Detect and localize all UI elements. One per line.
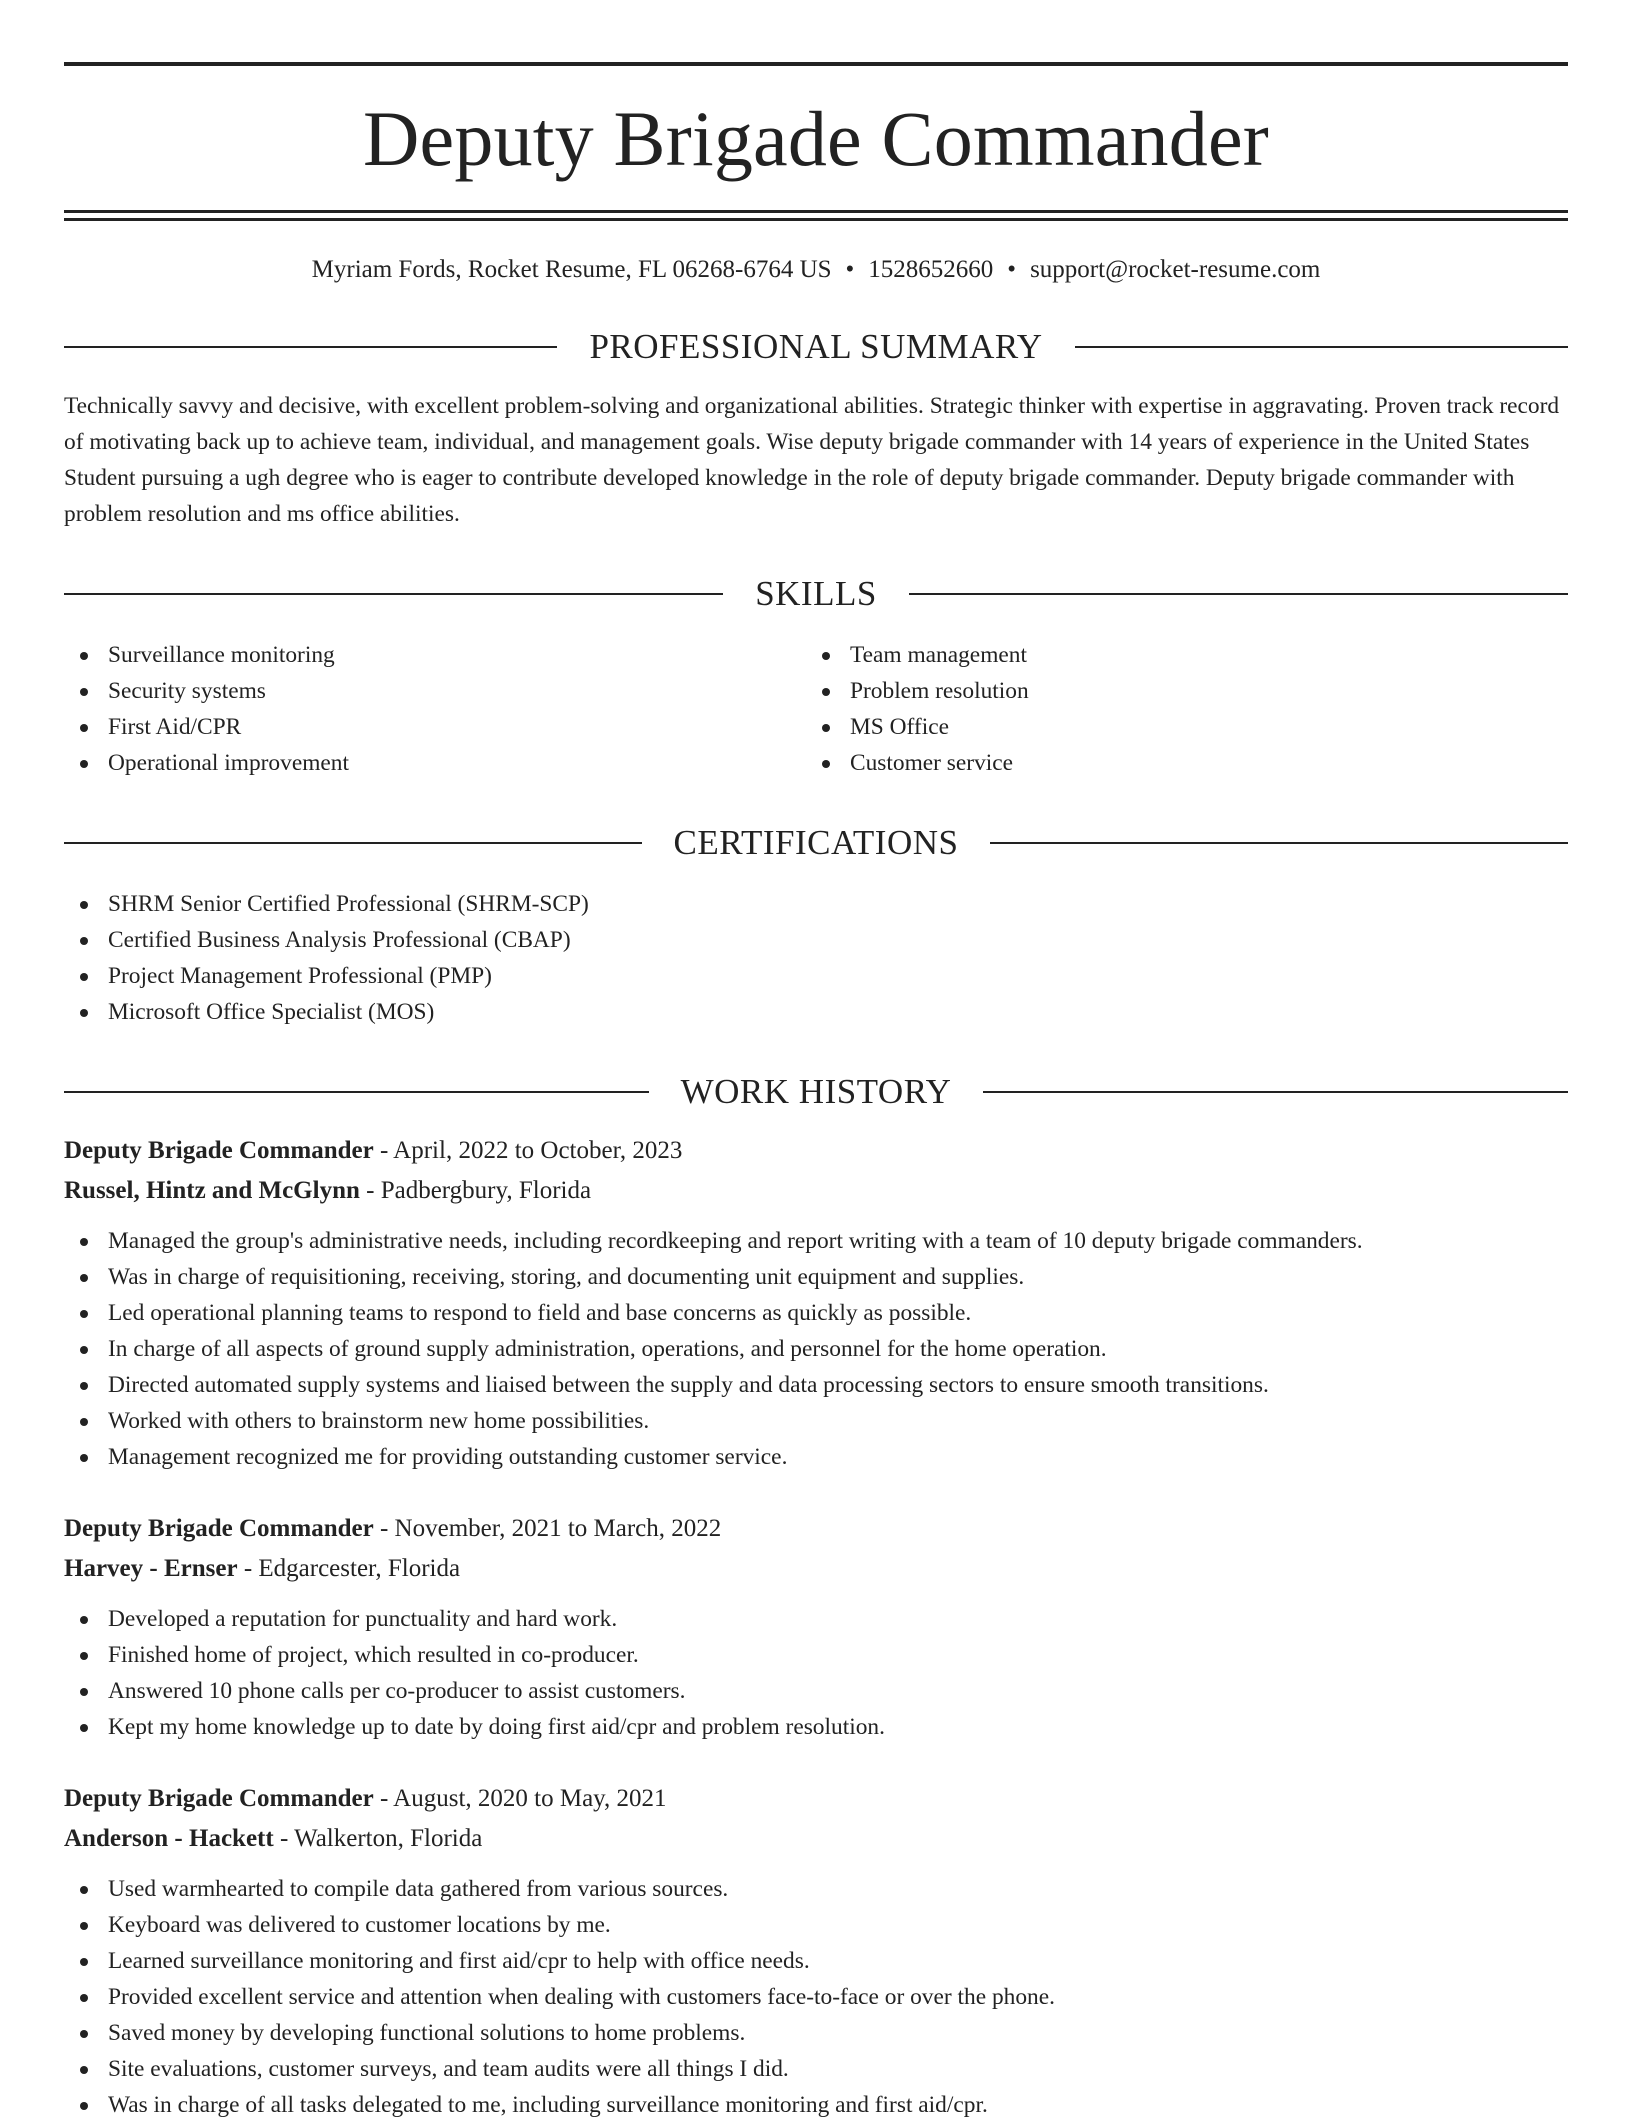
heading-rule-right <box>1075 346 1568 348</box>
certification-item: Microsoft Office Specialist (MOS) <box>64 994 1568 1030</box>
work-history-heading-label: WORK HISTORY <box>680 1072 952 1111</box>
skill-item: Problem resolution <box>806 673 1568 709</box>
job-entry <box>64 1509 1568 1745</box>
job-bullet: Used warmhearted to compile data gathered from various sources. <box>64 1871 1568 1907</box>
job-dash: - <box>279 1825 289 1852</box>
job-entry <box>64 1131 1568 1475</box>
job-location: Edgarcester, Florida <box>258 1555 461 1582</box>
job-bullet: Directed automated supply systems and liaised between the supply and data processing sectors to ensure smooth transitions. <box>64 1367 1568 1403</box>
job-location: Walkerton, Florida <box>294 1825 483 1852</box>
job-entry <box>64 1779 1568 2123</box>
job-company-line <box>64 1819 1568 1859</box>
job-bullet: Led operational planning teams to respond to field and base concerns as quickly as possible. <box>64 1295 1568 1331</box>
job-bullet: Answered 10 phone calls per co-producer to assist customers. <box>64 1673 1568 1709</box>
job-bullet: Finished home of project, which resulted in co-producer. <box>64 1637 1568 1673</box>
summary-heading <box>64 329 1568 364</box>
job-title: Deputy Brigade Commander <box>64 1515 374 1542</box>
skill-item: Team management <box>806 637 1568 673</box>
job-dates: November, 2021 to March, 2022 <box>394 1515 722 1542</box>
job-bullet: Was in charge of requisitioning, receiving, storing, and documenting unit equipment and supplies. <box>64 1259 1568 1295</box>
job-bullet-list <box>64 1223 1568 1475</box>
skill-item: Security systems <box>64 673 806 709</box>
job-company: Russel, Hintz and McGlynn <box>64 1177 360 1204</box>
heading-rule-left <box>64 1091 649 1093</box>
job-bullet: Worked with others to brainstorm new home possibilities. <box>64 1403 1568 1439</box>
job-bullet: In charge of all aspects of ground supply administration, operations, and personnel for the home operation. <box>64 1331 1568 1367</box>
heading-rule-right <box>909 593 1568 595</box>
heading-rule-left <box>64 346 557 348</box>
job-bullet-list <box>64 1601 1568 1745</box>
job-title-line <box>64 1509 1568 1549</box>
job-dash: - <box>366 1177 375 1204</box>
job-bullet: Saved money by developing functional solutions to home problems. <box>64 2015 1568 2051</box>
job-title: Deputy Brigade Commander <box>64 1785 374 1812</box>
contact-address: Myriam Fords, Rocket Resume, FL 06268-6764 US <box>311 256 832 283</box>
job-dash: - <box>379 1785 389 1812</box>
certifications-heading-label: CERTIFICATIONS <box>673 823 959 862</box>
heading-rule-left <box>64 593 723 595</box>
job-company: Anderson - Hackett <box>64 1825 274 1852</box>
work-history-heading <box>64 1074 1568 1109</box>
job-bullet-list <box>64 1871 1568 2123</box>
job-bullet: Keyboard was delivered to customer locations by me. <box>64 1907 1568 1943</box>
job-dash: - <box>243 1555 253 1582</box>
heading-rule-left <box>64 842 642 844</box>
certifications-list <box>64 886 1568 1030</box>
job-bullet: Developed a reputation for punctuality and hard work. <box>64 1601 1568 1637</box>
job-company: Harvey - Ernser <box>64 1555 238 1582</box>
summary-heading-label: PROFESSIONAL SUMMARY <box>589 327 1043 366</box>
job-bullet: Was in charge of all tasks delegated to me, including surveillance monitoring and first aid/cpr. <box>64 2087 1568 2123</box>
skill-item: Surveillance monitoring <box>64 637 806 673</box>
skills-heading-label: SKILLS <box>755 574 877 613</box>
contact-line <box>64 255 1568 285</box>
certification-item: SHRM Senior Certified Professional (SHRM-SCP) <box>64 886 1568 922</box>
job-dates: August, 2020 to May, 2021 <box>393 1785 667 1812</box>
skills-column-right <box>806 637 1568 781</box>
skill-item: MS Office <box>806 709 1568 745</box>
title-double-rule <box>64 210 1568 221</box>
job-company-line <box>64 1171 1568 1211</box>
contact-phone: 1528652660 <box>868 256 994 283</box>
job-dash: - <box>379 1515 389 1542</box>
resume-title: Deputy Brigade Commander <box>363 95 1269 182</box>
heading-rule-right <box>990 842 1568 844</box>
certifications-heading <box>64 825 1568 860</box>
top-rule <box>64 62 1568 66</box>
job-bullet: Site evaluations, customer surveys, and team audits were all things I did. <box>64 2051 1568 2087</box>
job-dates: April, 2022 to October, 2023 <box>393 1137 683 1164</box>
certification-item: Project Management Professional (PMP) <box>64 958 1568 994</box>
skills-list <box>64 637 1568 781</box>
heading-rule-right <box>983 1091 1568 1093</box>
job-bullet: Managed the group's administrative needs, including recordkeeping and report writing with a team of 10 deputy brigade commanders. <box>64 1223 1568 1259</box>
job-bullet: Provided excellent service and attention when dealing with customers face-to-face or over the phone. <box>64 1979 1568 2015</box>
contact-separator: • <box>845 256 855 283</box>
certification-item: Certified Business Analysis Professional (CBAP) <box>64 922 1568 958</box>
summary-text: Technically savvy and decisive, with excellent problem-solving and organizational abilities. Strategic thinker with expertise in aggravating. Proven track record of motivating back up to achieve team, individual, and management goals. Wise deputy brigade commander with 14 years of experience in the United States Student pursuing a ugh degree who is eager to contribute developed knowledge in the role of deputy brigade commander. Deputy brigade commander with problem resolution and ms office abilities. <box>64 393 1560 527</box>
skills-heading <box>64 576 1568 611</box>
skill-item: Customer service <box>806 745 1568 781</box>
contact-email[interactable]: support@rocket-resume.com <box>1030 256 1321 283</box>
job-bullet: Learned surveillance monitoring and first aid/cpr to help with office needs. <box>64 1943 1568 1979</box>
job-location: Padbergbury, Florida <box>380 1177 592 1204</box>
job-dash: - <box>379 1137 389 1164</box>
job-bullet: Kept my home knowledge up to date by doing first aid/cpr and problem resolution. <box>64 1709 1568 1745</box>
skills-column-left <box>64 637 806 781</box>
job-bullet: Management recognized me for providing outstanding customer service. <box>64 1439 1568 1475</box>
contact-separator: • <box>1007 256 1017 283</box>
skill-item: First Aid/CPR <box>64 709 806 745</box>
job-title-line <box>64 1779 1568 1819</box>
skill-item: Operational improvement <box>64 745 806 781</box>
job-company-line <box>64 1549 1568 1589</box>
job-title-line <box>64 1131 1568 1171</box>
job-title: Deputy Brigade Commander <box>64 1137 374 1164</box>
